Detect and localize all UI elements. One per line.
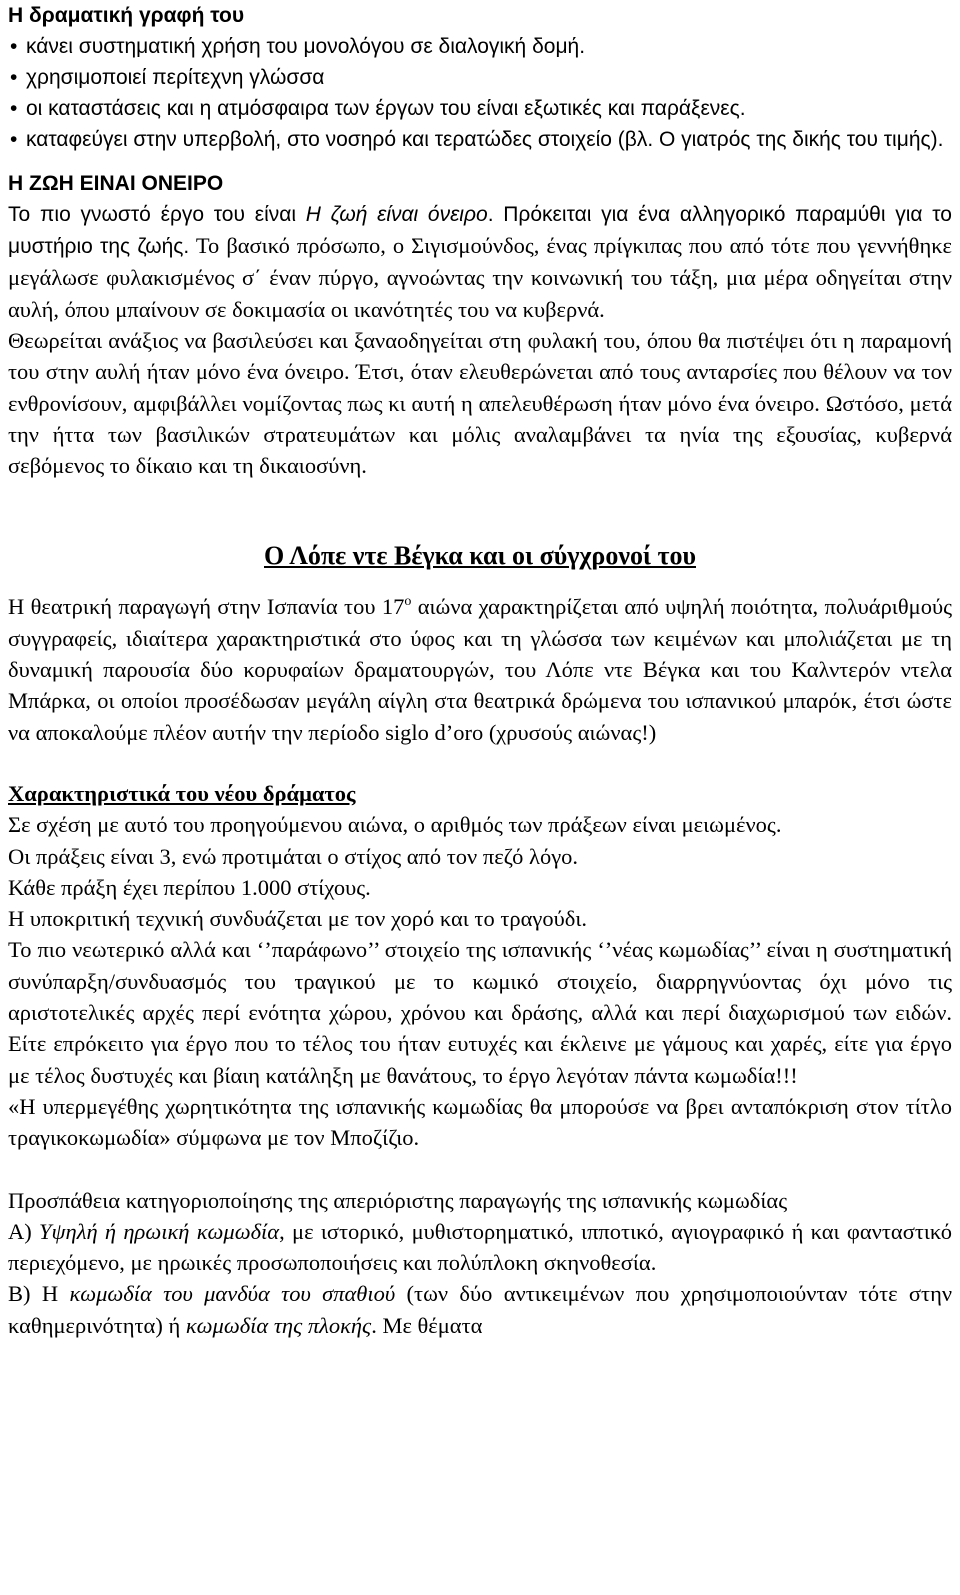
bullet-item: • κάνει συστηματική χρήση του μονολόγου σε διαλογική δομή.	[8, 31, 952, 62]
life-is-dream-paragraph-cont: Θεωρείται ανάξιος να βασιλεύσει και ξαναοδηγείται στη φυλακή του, όπου θα πιστέψει ότι η παραμονή του στην αυλή ήταν μόνο ένα όνειρο. Έτσι, όταν ελευθερώνεται από τους ανταρσίες που θέλουν να τον ενθρονίσουν, αμφιβάλλει νομίζοντας πως κι αυτή η απελευθέρωση ήταν μόνο ένα όνειρο. Ωστόσο, μετά την ήττα των βασιλικών στρατευμάτων και μόλις αναλαμβάνει τα ηνία της εξουσίας, κυβερνά σεβόμενος το δίκαιο και τη δικαιοσύνη.	[8, 328, 952, 479]
bullet-item: • καταφεύγει στην υπερβολή, στο νοσηρό και τερατώδες στοιχείο (βλ. Ο γιατρός της δικής του τιμής).	[8, 124, 952, 155]
bullet-item: • οι καταστάσεις και η ατμόσφαιρα των έργων του είναι εξωτικές και παράξενες.	[8, 93, 952, 124]
category-a: Α) Υψηλή ή ηρωική κωμωδία, με ιστορικό, μυθιστορηματικό, ιπποτικό, αγιογραφικό ή και φανταστικό περιεχόμενο, με ηρωικές προσωποποιήσεις και πολύπλοκη σκηνοθεσία.	[8, 1218, 953, 1276]
bullet-icon: •	[10, 97, 18, 120]
work-title: Η ζωή είναι όνειρο	[305, 203, 488, 226]
categorization-intro: Προσπάθεια κατηγοριοποίησης της απεριόριστης παραγωγής της ισπανικής κωμωδίας	[8, 1187, 788, 1213]
new-drama-line: Σε σχέση με αυτό του προηγούμενου αιώνα, ο αριθμός των πράξεων είναι μειωμένος.	[8, 812, 782, 838]
section-title-lope-de-vega: Ο Λόπε ντε Βέγκα και οι σύγχρονοί του	[264, 541, 696, 571]
drama-writing-section	[8, 0, 952, 155]
lope-de-vega-paragraph: Η θεατρική παραγωγή στην Ισπανία του $17^o$ αιώνα χαρακτηρίζεται από υψηλή ποιότητα, πολυάριθμούς συγγραφείς, ιδιαίτερα χαρακτηριστικά στο ύφος και τη γλώσσα των κειμένων και μπολιάζεται με τη δυναμική παρουσία δύο κορυφαίων δραματουργών, του Λόπε ντε Βέγκα και του Καλντερόν ντελα Μπάρκα, οι οποίοι προσέδωσαν μεγάλη αίγλη στα θεατρικά δρώμενα του ισπανικού μπαρόκ, έτσι ώστε να αποκαλούμε πλέον αυτήν την περίοδο siglo d’oro (χρυσούς αιώνας!)	[8, 594, 952, 745]
life-is-dream-section	[8, 168, 952, 326]
section-title-new-drama: Χαρακτηριστικά του νέου δράματος	[8, 780, 356, 806]
bozizio-quote: «Η υπερμεγέθης χωρητικότητα της ισπανικής κωμωδίας θα μπορούσε να βρει ανταπόκριση στον τίτλο τραγικοκωμωδία» σύμφωνα με τον Μποζίζιο.	[8, 1093, 952, 1151]
bullet-icon: •	[10, 66, 18, 89]
new-drama-line: Οι πράξεις είναι 3, ενώ προτιμάται ο στίχος από τον πεζό λόγο.	[8, 843, 579, 869]
bullet-item: • χρησιμοποιεί περίτεχνη γλώσσα	[8, 62, 952, 93]
new-drama-line: Η υποκριτική τεχνική συνδυάζεται με τον χορό και το τραγούδι.	[8, 906, 588, 932]
new-drama-line: Κάθε πράξη έχει περίπου 1.000 στίχους.	[8, 874, 371, 900]
bullet-icon: •	[10, 128, 18, 151]
category-b: Β) Η κωμωδία του μανδύα του σπαθιού (των δύο αντικειμένων που χρησιμοποιούνταν τότε στην καθημερινότητα) ή κωμωδία της πλοκής. Με θέματα	[8, 1281, 953, 1338]
section-title-drama-writing: Η δραματική γραφή του	[8, 4, 245, 27]
section-title-life-is-dream: Η ΖΩΗ ΕΙΝΑΙ ΟΝΕΙΡΟ	[8, 172, 224, 195]
document-page	[8, 0, 952, 1341]
drama-writing-bullets	[8, 31, 952, 155]
life-is-dream-paragraph: Το πιο γνωστό έργο του είναι Η ζωή είναι όνειρο. Πρόκειται για ένα αλληγορικό παραμύθι για το μυστήριο της ζωής. Το βασικό πρόσωπο, ο Σιγισμούνδος, ένας πρίγκιπας που από τότε που γεννήθηκε μεγάλωσε φυλακισμένος σ΄ έναν πύργο, αγνοώντας την κοινωνική του τάξη, μια μέρα οδηγείται στην αυλή, όπου μπαίνουν σε δοκιμασία οι ικανότητές του να κυβερνά.	[8, 203, 952, 322]
new-comedy-paragraph: Το πιο νεωτερικό αλλά και ‘’παράφωνο’’ στοιχείο της ισπανικής ‘’νέας κωμωδίας’’ είναι η συστηματική συνύπαρξη/συνδυασμός του τραγικού με το κωμικό στοιχείο, διαρρηγνύοντας όχι μόνο τις αριστοτελικές αρχές περί ενότητα χώρου, χρόνου και δράσης, αλλά και περί διαχωρισμού των ειδών. Είτε επρόκειτο για έργο που το τέλος του ήταν ευτυχές και έκλεινε με γάμους και χαρές, είτε για έργο με τέλος δυστυχές και βίαιη κατάληξη με θανάτους, το έργο λεγόταν πάντα κωμωδία!!!	[8, 937, 952, 1088]
bullet-icon: •	[10, 35, 18, 58]
